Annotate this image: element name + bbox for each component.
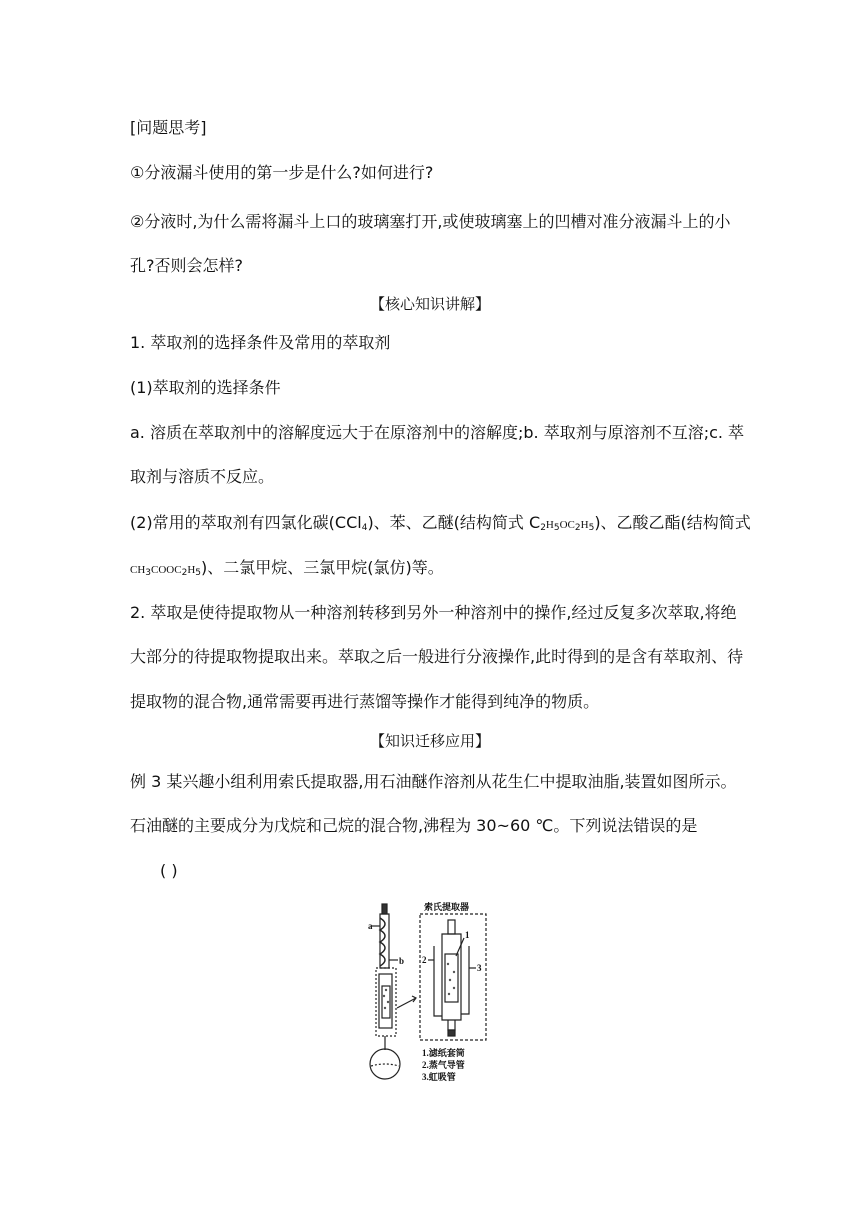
item-2-line-2: 大部分的待提取物提取出来。萃取之后一般进行分液操作,此时得到的是含有萃取剂、待 [130, 647, 744, 666]
apply-heading: 【知识迁移应用】 [369, 732, 490, 750]
label-a: a [368, 921, 373, 931]
item-1-title: 1. 萃取剂的选择条件及常用的萃取剂 [130, 333, 391, 352]
question-1: ①分液漏斗使用的第一步是什么?如何进行? [130, 163, 434, 182]
sub-1-line-2: 取剂与溶质不反应。 [130, 467, 275, 486]
item-2-line-3: 提取物的混合物,通常需要再进行蒸馏等操作才能得到纯净的物质。 [130, 692, 600, 711]
label-3: 3 [477, 963, 482, 973]
question-title: [问题思考] [130, 118, 207, 137]
soxhlet-extractor-figure [368, 898, 496, 1088]
sub-2-line-2: $CH_3COOC_2H_5$)、二氯甲烷、三氯甲烷(氯仿)等。 [130, 558, 444, 578]
sub-1-line-1: a. 溶质在萃取剂中的溶解度远大于在原溶剂中的溶解度;b. 萃取剂与原溶剂不互溶;c. 萃 [130, 423, 745, 442]
question-2-line-1: ②分液时,为什么需将漏斗上口的玻璃塞打开,或使玻璃塞上的凹槽对准分液漏斗上的小 [130, 212, 731, 231]
answer-blank: ( ) [160, 861, 178, 880]
figure-title: 索氏提取器 [424, 902, 470, 912]
label-2: 2 [422, 955, 427, 965]
example-line-2: 石油醚的主要成分为戊烷和己烷的混合物,沸程为 30~60 ℃。下列说法错误的是 [130, 816, 698, 835]
sub-1-title: (1)萃取剂的选择条件 [130, 378, 281, 397]
item-2-line-1: 2. 萃取是使待提取物从一种溶剂转移到另外一种溶剂中的操作,经过反复多次萃取,将绝 [130, 603, 737, 622]
question-2-line-2: 孔?否则会怎样? [130, 256, 243, 275]
core-heading: 【核心知识讲解】 [369, 295, 490, 313]
label-b: b [399, 956, 405, 966]
legend-1: 1.滤纸套筒 [422, 1048, 465, 1058]
legend-2: 2.蒸气导管 [422, 1060, 465, 1070]
example-line-1: 例 3 某兴趣小组利用索氏提取器,用石油醚作溶剂从花生仁中提取油脂,装置如图所示。 [130, 772, 737, 791]
label-1: 1 [465, 930, 470, 940]
sub-2-line-1: (2)常用的萃取剂有四氯化碳(CCl$_4$)、苯、乙醚(结构简式 $C_2H_5OC_2H_5$)、乙酸乙酯(结构简式 [130, 513, 751, 533]
legend-3: 3.虹吸管 [422, 1072, 456, 1082]
